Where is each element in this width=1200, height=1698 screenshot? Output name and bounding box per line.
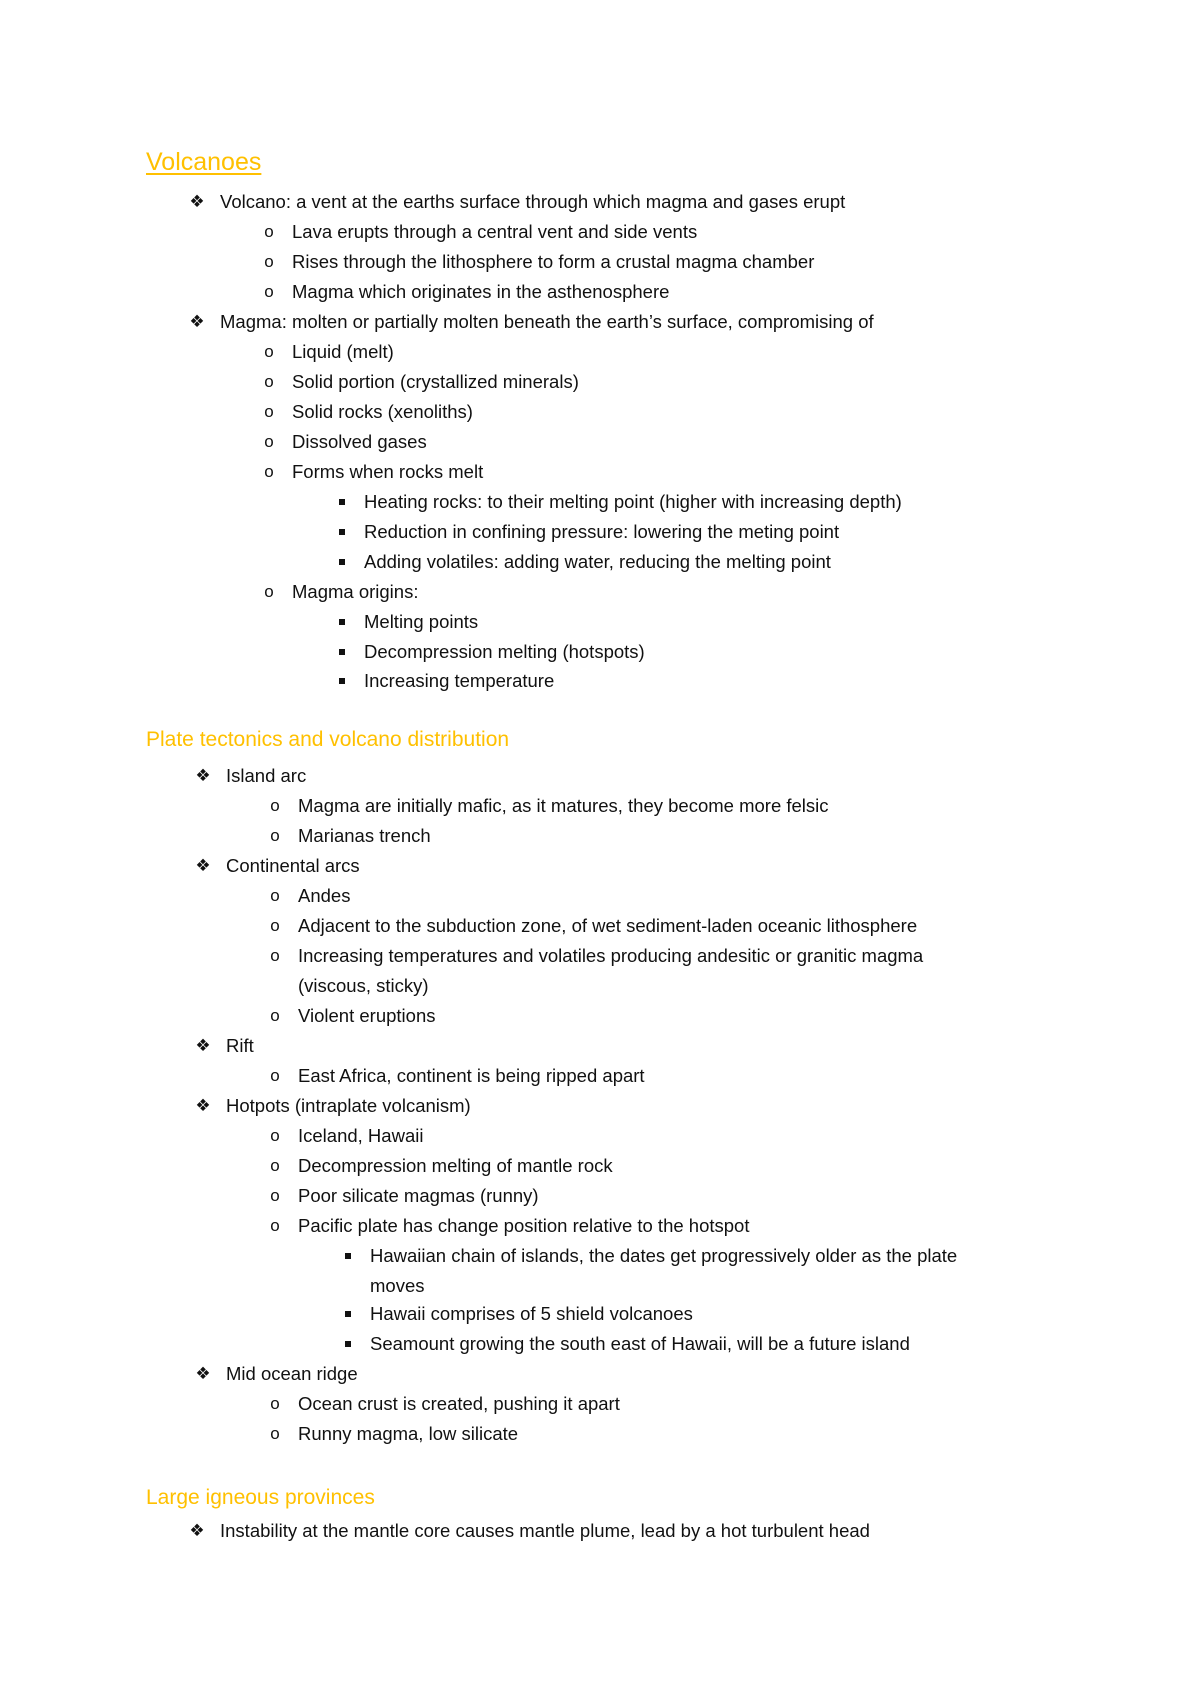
list-item	[270, 1124, 424, 1148]
square-bullet-icon	[341, 1244, 355, 1268]
list-item	[195, 1094, 471, 1118]
list-item-text: Instability at the mantle core causes mantle plume, lead by a hot turbulent head	[220, 1520, 870, 1541]
list-item	[370, 1302, 693, 1326]
list-item-text: Heating rocks: to their melting point (higher with increasing depth)	[364, 491, 902, 512]
list-item-text: Forms when rocks melt	[292, 461, 484, 482]
diamond-bullet-icon: ❖	[189, 1521, 205, 1540]
square-bullet-icon	[335, 640, 349, 664]
list-item	[270, 1154, 613, 1178]
list-item	[270, 1392, 620, 1416]
list-item	[364, 550, 831, 574]
circle-o-bullet-icon: o	[264, 342, 274, 361]
list-item-text: Island arc	[226, 765, 307, 786]
list-item-text: Decompression melting (hotspots)	[364, 641, 645, 662]
list-item	[270, 1064, 645, 1088]
list-item	[370, 1244, 957, 1268]
list-item	[270, 794, 829, 818]
list-item	[364, 640, 645, 664]
list-item-text: Hawaii comprises of 5 shield volcanoes	[370, 1303, 693, 1324]
list-item-text: Adding volatiles: adding water, reducing the melting point	[364, 551, 831, 572]
square-bullet-icon	[341, 1332, 355, 1356]
section-title: Volcanoes	[146, 148, 262, 176]
list-item	[270, 1004, 436, 1028]
square-bullet-icon	[335, 520, 349, 544]
list-item-text: Melting points	[364, 611, 479, 632]
circle-o-bullet-icon: o	[270, 916, 280, 935]
list-item	[370, 1274, 425, 1298]
list-item-text: Adjacent to the subduction zone, of wet sediment-laden oceanic lithosphere	[298, 915, 918, 936]
circle-o-bullet-icon: o	[270, 946, 280, 965]
list-item	[195, 1034, 254, 1058]
list-item	[264, 400, 473, 424]
circle-o-bullet-icon: o	[264, 582, 274, 601]
list-item	[364, 669, 554, 693]
list-item-text: Ocean crust is created, pushing it apart	[298, 1393, 620, 1414]
list-item-text: Liquid (melt)	[292, 341, 394, 362]
list-item-text: Pacific plate has change position relative to the hotspot	[298, 1215, 750, 1236]
list-item-text: moves	[370, 1275, 425, 1296]
square-bullet-icon	[341, 1302, 355, 1326]
circle-o-bullet-icon: o	[270, 1424, 280, 1443]
list-item-text: Lava erupts through a central vent and side vents	[292, 221, 698, 242]
list-item-text: Solid portion (crystallized minerals)	[292, 371, 579, 392]
list-item	[270, 1422, 519, 1446]
list-item-text: Marianas trench	[298, 825, 431, 846]
circle-o-bullet-icon: o	[270, 1006, 280, 1025]
list-item-text: Magma: molten or partially molten beneath the earth’s surface, compromising of	[220, 311, 874, 332]
circle-o-bullet-icon: o	[270, 1066, 280, 1085]
list-item-text: East Africa, continent is being ripped apart	[298, 1065, 645, 1086]
diamond-bullet-icon: ❖	[195, 1096, 211, 1115]
square-bullet-icon	[335, 550, 349, 574]
circle-o-bullet-icon: o	[264, 402, 274, 421]
list-item	[264, 220, 698, 244]
circle-o-bullet-icon: o	[264, 372, 274, 391]
circle-o-bullet-icon: o	[270, 1216, 280, 1235]
diamond-bullet-icon: ❖	[195, 856, 211, 875]
list-item-text: Rift	[226, 1035, 254, 1056]
list-item-text: Mid ocean ridge	[226, 1363, 358, 1384]
list-item	[264, 280, 670, 304]
list-item-text: Magma which originates in the asthenosphere	[292, 281, 670, 302]
diamond-bullet-icon: ❖	[189, 192, 205, 211]
list-item	[364, 490, 902, 514]
list-item	[270, 914, 918, 938]
list-item	[264, 430, 427, 454]
square-bullet-icon	[335, 490, 349, 514]
circle-o-bullet-icon: o	[264, 252, 274, 271]
list-item	[189, 1519, 870, 1543]
list-item	[364, 520, 839, 544]
list-item-text: Poor silicate magmas (runny)	[298, 1185, 539, 1206]
list-item	[264, 580, 419, 604]
list-item	[270, 824, 431, 848]
list-item	[270, 944, 924, 968]
circle-o-bullet-icon: o	[264, 432, 274, 451]
list-item-text: Violent eruptions	[298, 1005, 436, 1026]
circle-o-bullet-icon: o	[270, 826, 280, 845]
list-item-text: Magma are initially mafic, as it matures, they become more felsic	[298, 795, 829, 816]
circle-o-bullet-icon: o	[270, 886, 280, 905]
list-item-text: Continental arcs	[226, 855, 360, 876]
square-bullet-icon	[335, 610, 349, 634]
list-item-text: Andes	[298, 885, 351, 906]
list-item-text: Decompression melting of mantle rock	[298, 1155, 613, 1176]
list-item	[364, 610, 478, 634]
list-item-text: Dissolved gases	[292, 431, 427, 452]
list-item	[264, 340, 394, 364]
list-item-text: Iceland, Hawaii	[298, 1125, 424, 1146]
circle-o-bullet-icon: o	[270, 1186, 280, 1205]
list-item-text: Rises through the lithosphere to form a crustal magma chamber	[292, 251, 815, 272]
circle-o-bullet-icon: o	[264, 282, 274, 301]
list-item	[270, 1214, 750, 1238]
section-title: Large igneous provinces	[146, 1486, 375, 1509]
list-item-text: Seamount growing the south east of Hawaii, will be a future island	[370, 1333, 910, 1354]
list-item-text: (viscous, sticky)	[298, 975, 429, 996]
list-item	[195, 854, 360, 878]
section-title: Plate tectonics and volcano distribution	[146, 728, 510, 751]
circle-o-bullet-icon: o	[270, 1156, 280, 1175]
list-item-text: Increasing temperature	[364, 670, 555, 691]
circle-o-bullet-icon: o	[264, 462, 274, 481]
list-item	[189, 190, 846, 214]
circle-o-bullet-icon: o	[264, 222, 274, 241]
list-item	[270, 1184, 539, 1208]
list-item	[298, 974, 429, 998]
list-item-text: Solid rocks (xenoliths)	[292, 401, 473, 422]
list-item	[370, 1332, 910, 1356]
list-item	[264, 250, 815, 274]
list-item	[270, 884, 351, 908]
diamond-bullet-icon: ❖	[195, 766, 211, 785]
list-item	[195, 1362, 358, 1386]
list-item	[264, 370, 579, 394]
circle-o-bullet-icon: o	[270, 1126, 280, 1145]
circle-o-bullet-icon: o	[270, 1394, 280, 1413]
list-item-text: Runny magma, low silicate	[298, 1423, 519, 1444]
diamond-bullet-icon: ❖	[195, 1036, 211, 1055]
list-item	[189, 310, 874, 334]
list-item-text: Increasing temperatures and volatiles producing andesitic or granitic magma	[298, 945, 924, 966]
list-item-text: Magma origins:	[292, 581, 419, 602]
list-item	[264, 460, 484, 484]
list-item-text: Volcano: a vent at the earths surface through which magma and gases erupt	[220, 191, 846, 212]
diamond-bullet-icon: ❖	[189, 312, 205, 331]
list-item-text: Reduction in confining pressure: lowering the meting point	[364, 521, 840, 542]
list-item	[195, 764, 307, 788]
list-item-text: Hotpots (intraplate volcanism)	[226, 1095, 471, 1116]
list-item-text: Hawaiian chain of islands, the dates get progressively older as the plate	[370, 1245, 958, 1266]
diamond-bullet-icon: ❖	[195, 1364, 211, 1383]
square-bullet-icon	[335, 669, 349, 693]
circle-o-bullet-icon: o	[270, 796, 280, 815]
